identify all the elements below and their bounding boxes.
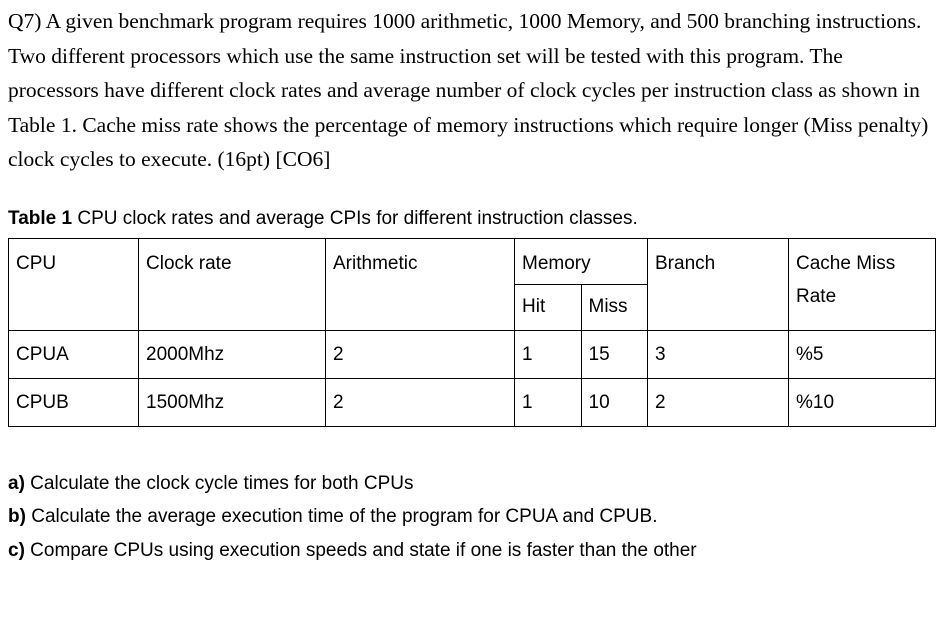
table-header-row (9, 238, 936, 284)
table-caption-text: CPU clock rates and average CPIs for different instruction classes. (72, 207, 638, 229)
task-list (8, 467, 934, 568)
table-row-cpub (9, 378, 936, 426)
header-clock-rate: Clock rate (139, 238, 326, 330)
header-hit: Hit (515, 284, 582, 330)
cell-cpub-name: CPUB (9, 378, 139, 426)
task-b (8, 500, 934, 534)
header-cpu: CPU (9, 238, 139, 330)
header-cache-miss-rate: Cache Miss Rate (789, 238, 936, 330)
cell-cpub-branch: 2 (648, 378, 789, 426)
cell-cpua-clock: 2000Mhz (139, 330, 326, 378)
header-branch: Branch (648, 238, 789, 330)
header-memory: Memory (515, 238, 648, 284)
cell-cpua-cache-miss: %5 (789, 330, 936, 378)
table-caption-label: Table 1 (8, 207, 73, 229)
task-c-text: Compare CPUs using execution speeds and state if one is faster than the other (24, 539, 697, 561)
cpu-table (8, 238, 936, 427)
task-a-text: Calculate the clock cycle times for both CPUs (24, 472, 414, 494)
cell-cpub-cache-miss: %10 (789, 378, 936, 426)
task-c (8, 534, 934, 568)
task-b-letter: b) (8, 506, 26, 527)
table-caption (8, 208, 934, 230)
cell-cpub-hit: 1 (515, 378, 582, 426)
cell-cpub-miss: 10 (581, 378, 648, 426)
task-b-text: Calculate the average execution time of the program for CPUA and CPUB. (25, 506, 658, 527)
task-a (8, 467, 934, 501)
cell-cpua-branch: 3 (648, 330, 789, 378)
cell-cpua-arithmetic: 2 (326, 330, 515, 378)
header-miss: Miss (581, 284, 648, 330)
cell-cpub-clock: 1500Mhz (139, 378, 326, 426)
cell-cpua-miss: 15 (581, 330, 648, 378)
cell-cpub-arithmetic: 2 (326, 378, 515, 426)
task-c-letter: c) (8, 539, 25, 561)
question-paragraph: Q7) A given benchmark program requires 1000 arithmetic, 1000 Memory, and 500 branching instructions. Two different processors which use the same instruction set will be tested with this program. The processors have different clock rates and average number of clock cycles per instruction class as shown in Table 1. Cache miss rate shows the percentage of memory instructions which require longer (Miss penalty) clock cycles to execute. (16pt) [CO6] (8, 9, 929, 171)
table-row-cpua (9, 330, 936, 378)
header-arithmetic: Arithmetic (326, 238, 515, 330)
task-a-letter: a) (8, 472, 25, 494)
cell-cpua-name: CPUA (9, 330, 139, 378)
cell-cpua-hit: 1 (515, 330, 582, 378)
